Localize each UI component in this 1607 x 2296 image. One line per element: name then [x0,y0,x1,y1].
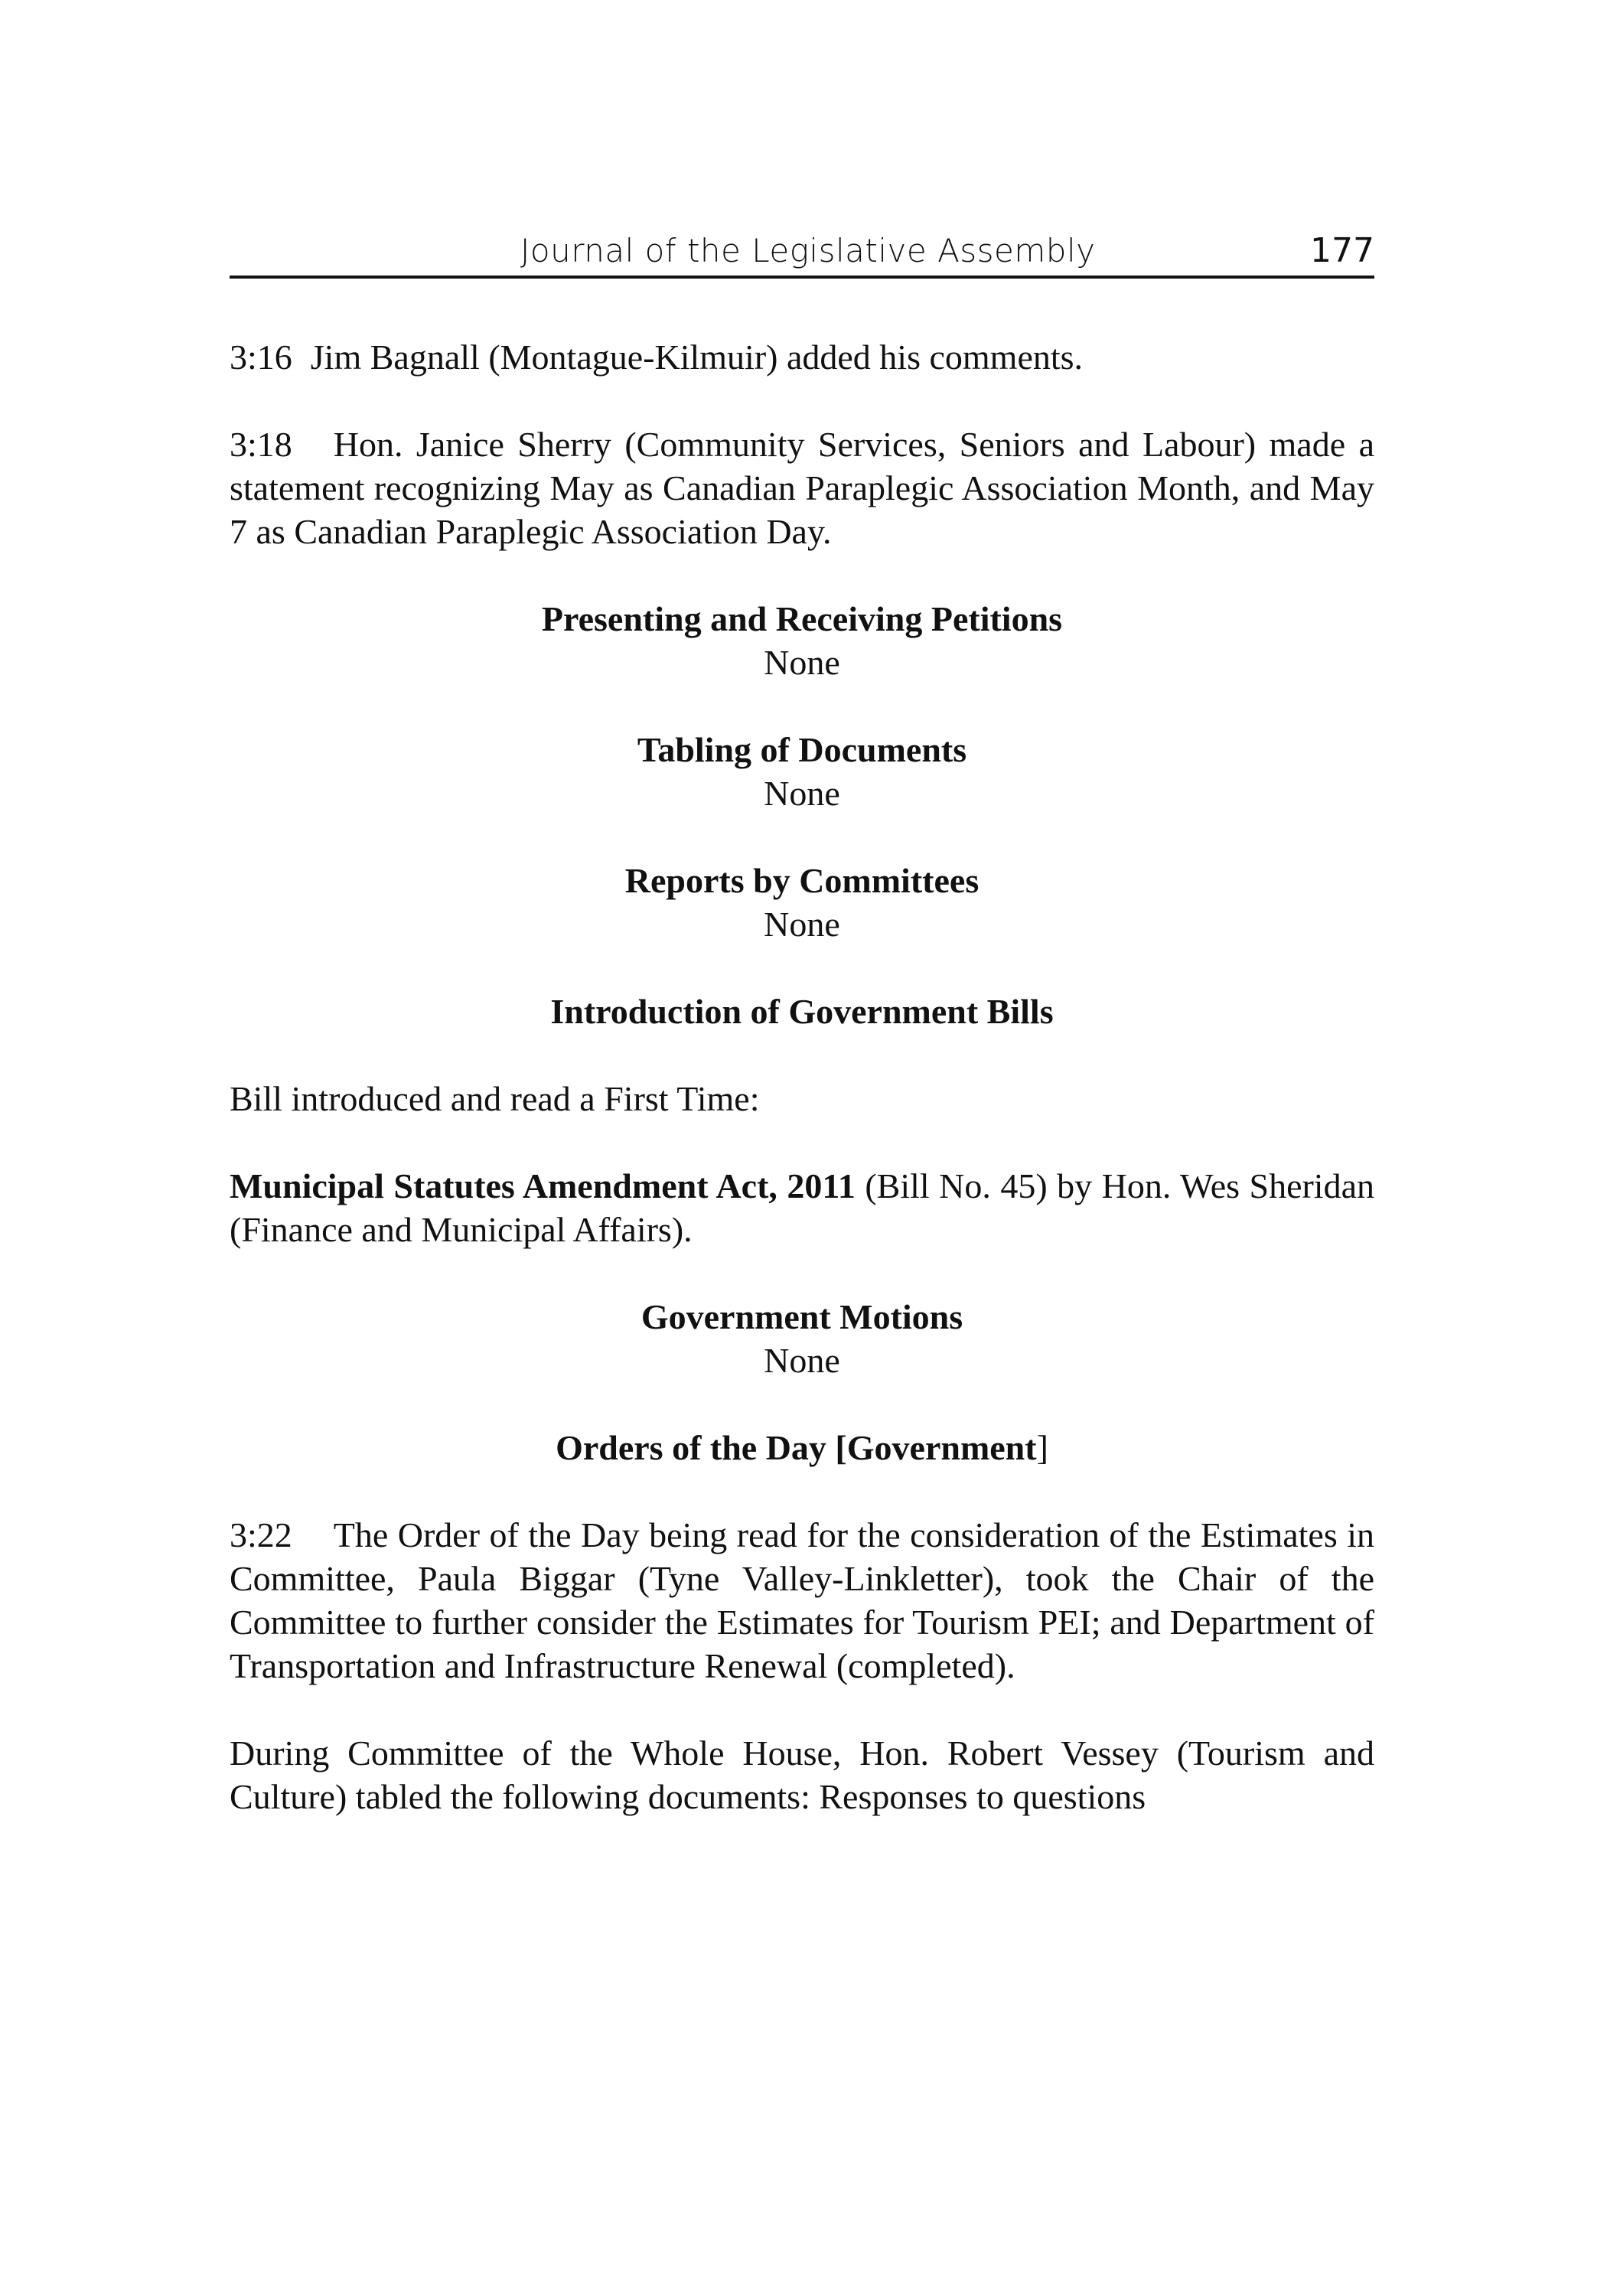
entry-3-22 [230,1513,1374,1688]
section-title: Presenting and Receiving Petitions [541,599,1063,638]
section-note: None [764,905,840,944]
section-note: None [764,774,840,813]
section-note: None [764,1341,840,1380]
running-title: Journal of the Legislative Assembly [520,232,1096,269]
entry-text: Jim Bagnall (Montague-Kilmuir) added his comments. [310,338,1084,377]
section-government-bills [230,990,1374,1033]
bill-entry [230,1164,1374,1251]
section-title: Government Motions [641,1297,963,1336]
journal-body [230,335,1374,1862]
section-government-motions [230,1295,1374,1382]
section-title-text: Orders of the Day [Government [556,1428,1037,1467]
running-header [230,227,1374,279]
entry-time: 3:22 [230,1515,292,1554]
entry-text: The Order of the Day being read for the consideration of the Estimates in Committee, Paula Biggar (Tyne Valley-Linkletter), took the Chair of the Committee to further consider the Estimates for Tourism PEI; and Department of Transportation and Infrastructure Renewal (completed). [230,1515,1374,1685]
entry-3-16 [230,335,1374,379]
section-title: Reports by Committees [624,861,980,900]
bill-intro: Bill introduced and read a First Time: [230,1079,760,1118]
section-title-bracket: ] [1036,1428,1048,1467]
entry-text: Hon. Janice Sherry (Community Services, Seniors and Labour) made a statement recognizing May as Canadian Paraplegic Association Month, and May 7 as Canadian Paraplegic Association Day. [230,425,1374,551]
committee-whole-entry: During Committee of the Whole House, Hon. Robert Vessey (Tourism and Culture) tabled the following documents: Responses to questions [230,1733,1374,1816]
bill-name: Municipal Statutes Amendment Act, 2011 [230,1166,856,1205]
section-petitions [230,597,1374,684]
section-title [230,1426,1374,1469]
section-committees [230,859,1374,946]
section-tabling [230,728,1374,815]
bill-details: (Bill No. 45) by Hon. Wes Sheridan (Finance and Municipal Affairs). [230,1166,1374,1249]
entry-3-18 [230,422,1374,553]
section-note: None [764,643,840,682]
section-orders-of-the-day [230,1426,1374,1469]
entry-time: 3:18 [230,425,292,464]
section-title: Introduction of Government Bills [550,992,1054,1031]
section-title: Tabling of Documents [637,730,967,769]
entry-time: 3:16 [230,338,292,377]
page-number: 177 [1310,231,1374,270]
